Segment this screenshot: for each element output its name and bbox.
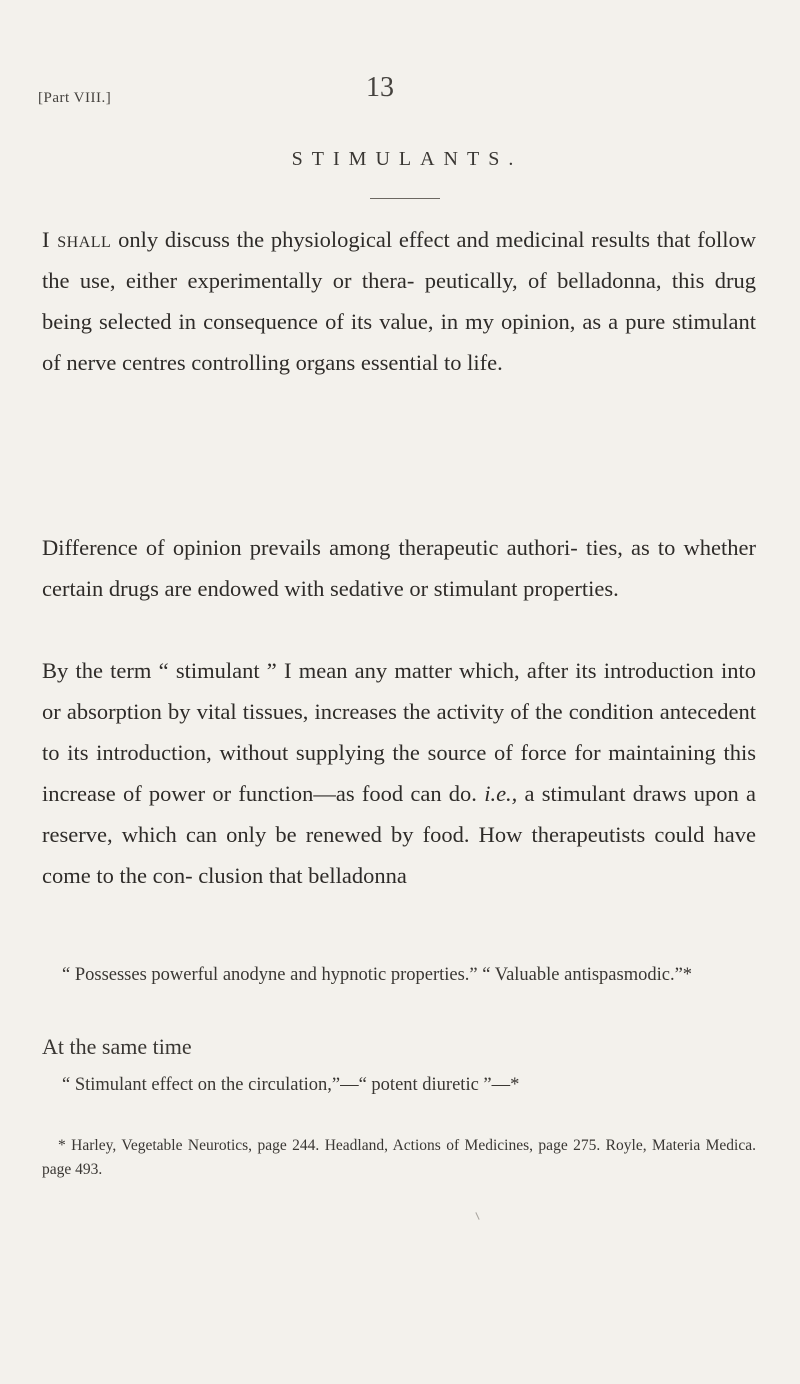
footnote: * Harley, Vegetable Neurotics, page 244. Headland, Actions of Medicines, page 275. Royle, Materia Medica. page 493. [42,1137,756,1178]
quote-properties: “ Possesses powerful anodyne and hypnotic properties.” “ Valuable antispasmodic.”* [62,965,693,985]
quote-stimulant: “ Stimulant effect on the circulation,”—“ potent diuretic ”—* [62,1075,520,1095]
same-time-line: At the same time [42,1034,192,1059]
title-rule [370,198,440,199]
lead-words: I shall [42,227,112,252]
paragraph-difference: Difference of opinion prevails among therapeutic authori- ties, as to whether certain drugs are endowed with sedative or stimulant properties. [42,535,756,601]
paragraph-definition-text-b: a stimulant draws upon a reserve, which can only be renewed by food. How therapeutists could have come to the con- clusion that belladonna [42,781,756,888]
section-title: STIMULANTS. [291,148,523,170]
ink-mark [475,1212,479,1220]
part-reference: [Part VIII.] [38,90,112,106]
paragraph-intro-text: only discuss the physiological effect and medicinal results that follow the use, either experimentally or thera- peutically, of belladonna, this drug being selected in consequence of its value, in my opinion, as a pure stimulant of nerve centres controlling organs essential to life. [42,227,756,375]
paragraph-intro [42,219,756,383]
paragraph-definition-text-a: By the term “ stimulant ” I mean any matter which, after its introduction into or absorption by vital tissues, increases the activity of the condition antecedent to its introduction, without supplying the source of force for maintaining this increase of power or function—as food can do. [42,658,756,806]
page-number: 13 [366,72,394,103]
paragraph-definition [42,650,756,896]
ie-abbreviation: i.e., [484,781,518,806]
